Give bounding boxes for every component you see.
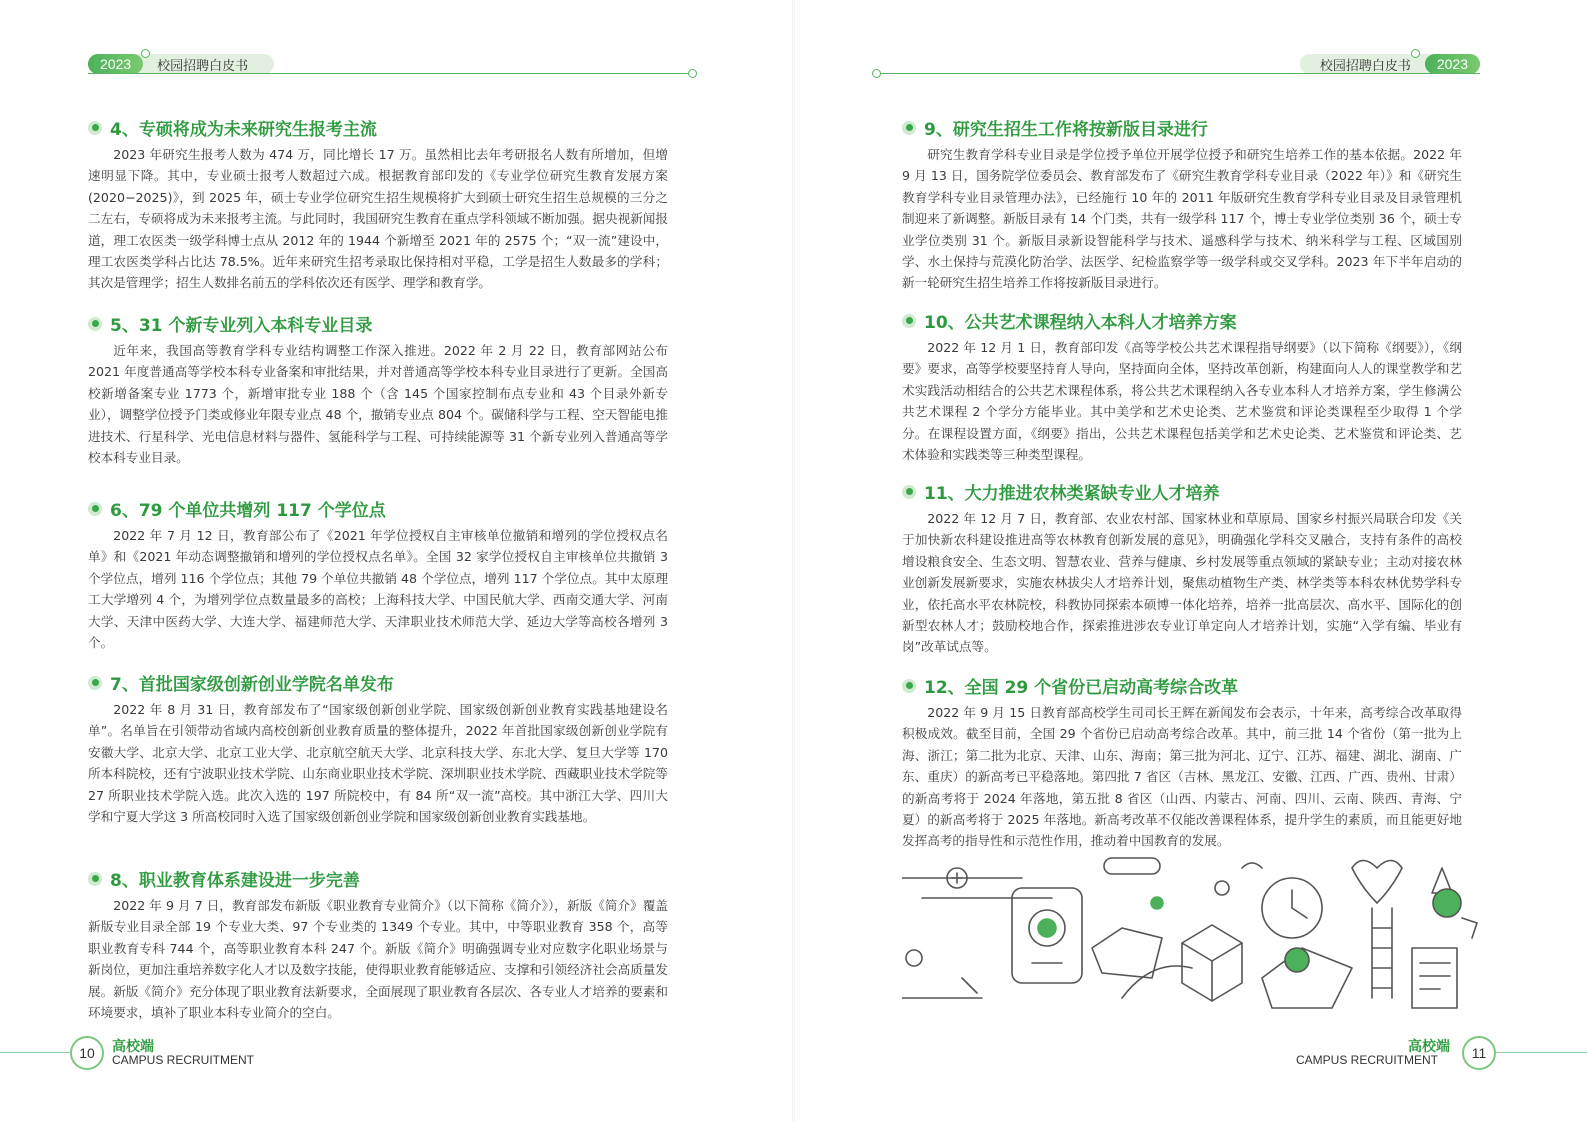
bullet-icon: [88, 502, 102, 516]
footer-cn: 高校端: [1408, 1039, 1450, 1055]
footer-rule: [1494, 1052, 1587, 1053]
header-title: 校园招聘白皮书: [1319, 58, 1411, 74]
page-number: 11: [1462, 1036, 1496, 1070]
section-body: 2022 年 9 月 15 日教育部高校学生司司长王辉在新闻发布会表示，十年来，高考综合改革取得积极成效。截至目前，全国 29 个省份已启动高考综合改革。其中，前三批 14 个省份（第一批为上海、浙江；第二批为北京、天津、山东、海南；第三批为河北、辽宁、江苏、福建、湖北、湖南、广东、重庆）的新高考已平稳落地。第四批 7 省区（吉林、黑龙江、安徽、江西、广西、贵州、甘肃）的新高考将于 2024 年落地，第五批 8 省区（山西、内蒙古、河南、四川、云南、陕西、青海、宁夏）的新高考将于 2025 年落地。新高考改革不仅能改善课程体系，提升学生的素质，而且能更好地发挥高考的指导性和示范性作用，推动着中国教育的发展。: [902, 705, 1462, 849]
left-page: [0, 0, 793, 1122]
pointing-hand-icon: [1092, 928, 1162, 978]
bullet-icon: [902, 314, 916, 328]
header-rule: [88, 73, 690, 74]
section-title: 9、研究生招生工作将按新版目录进行: [924, 120, 1208, 140]
section-5: [88, 311, 668, 468]
section-body: 2022 年 7 月 12 日，教育部公布了《2021 年学位授权自主审核单位撤销和增列的学位授权点名单》和《2021 年动态调整撤销和增列的学位授权点名单》。全国 32 家学位授权自主审核单位共撤销 3 个学位点，增列 116 个学位点；其他 79 个单位共撤销 48 个学位点，增列 117 个学位点。其中太原理工大学增列 4 个，为增列学位点数量最多的高校；上海科技大学、中国民航大学、西南交通大学、河南大学、天津中医药大学、大连大学、福建师范大学、天津职业技术师范大学、延边大学等高校各增列 3 个。: [88, 528, 668, 651]
bullet-icon: [88, 121, 102, 135]
document-icon: [1412, 948, 1457, 1008]
section-body: 研究生教育学科专业目录是学位授予单位开展学位授予和研究生培养工作的基本依据。2022 年 9 月 13 日，国务院学位委员会、教育部发布了《研究生教育学科专业目录（2022 年）》和《研究生教育学科专业目录管理办法》，已经施行 10 年的 2011 年版研究生教育学科专业目录及目录管理机制迎来了新调整。新版目录有 14 个门类，共有一级学科 117 个，博士专业学位类别 36 个，硕士专业学位类别 31 个。新版目录新设智能科学与技术、遥感科学与技术、纳米科学与工程、区域国别学、水土保持与荒漠化防治学、法医学、纪检监察学等一级学科或交叉学科。2023 年下半年启动的新一轮研究生招生培养工作将按新版目录进行。: [902, 147, 1462, 291]
flask-icon: [1433, 889, 1461, 917]
section-8: [88, 866, 668, 1023]
right-page: [794, 0, 1587, 1122]
section-title: 4、专硕将成为未来研究生报考主流: [110, 120, 377, 140]
cloud-icon: [1104, 858, 1160, 874]
header-bar: [1300, 54, 1480, 74]
heart-icon: [1352, 861, 1402, 904]
bullet-icon: [88, 317, 102, 331]
section-7: [88, 670, 668, 827]
section-body: 2022 年 8 月 31 日，教育部发布了“国家级创新创业学院、国家级创新创业教育实践基地建设名单”。名单旨在引领带动省域内高校创新创业教育质量的整体提升，2022 年首批国家级创新创业学院有安徽大学、北京大学、北京工业大学、北京航空航天大学、北京科技大学、东北大学、复旦大学等 170 所本科院校，还有宁波职业技术学院、山东商业职业技术学院、深圳职业技术学院、西藏职业技术学院等 27 所职业技术学院入选。此次入选的 197 所院校中，有 84 所“双一流”高校。其中浙江大学、四川大学和宁夏大学这 3 所高校同时入选了国家级创新创业学院和国家级创新创业教育实践基地。: [88, 702, 668, 825]
header-year: 2023: [1425, 54, 1480, 74]
section-11: [902, 479, 1462, 658]
section-title: 8、职业教育体系建设进一步完善: [110, 871, 360, 891]
header-title: 校园招聘白皮书: [157, 58, 249, 74]
ladder-icon: [1372, 908, 1392, 998]
section-body: 2022 年 12 月 1 日，教育部印发《高等学校公共艺术课程指导纲要》（以下简称《纲要》），《纲要》要求，高等学校要坚持育人导向，坚持面向全体，坚持改革创新，构建面向人人的课堂教学和艺术实践活动相结合的公共艺术课程体系，将公共艺术课程纳入各专业本科人才培养方案，学生修满公共艺术课程 2 个学分方能毕业。其中美学和艺术史论类、艺术鉴赏和评论类课程至少取得 1 个学分。在课程设置方面，《纲要》指出，公共艺术课程包括美学和艺术史论类、艺术鉴赏和评论类、艺术体验和实践类等三种类型课程。: [902, 340, 1462, 463]
section-title: 6、79 个单位共增列 117 个学位点: [110, 501, 386, 521]
bullet-icon: [902, 121, 916, 135]
header-year: 2023: [88, 54, 143, 74]
bullet-icon: [902, 485, 916, 499]
header-dot: [1411, 49, 1420, 58]
section-6: [88, 496, 668, 653]
header-dot: [688, 69, 697, 78]
section-12: [902, 673, 1462, 852]
header-bar: [88, 54, 274, 74]
section-9: [902, 115, 1462, 294]
section-title: 7、首批国家级创新创业学院名单发布: [110, 675, 394, 695]
footer-en: CAMPUS RECRUITMENT: [112, 1053, 255, 1067]
section-title: 10、公共艺术课程纳入本科人才培养方案: [924, 313, 1237, 333]
header-rule: [878, 73, 1480, 74]
education-illustration: [902, 848, 1482, 1018]
header-dot: [872, 69, 881, 78]
section-body: 2022 年 12 月 7 日，教育部、农业农村部、国家林业和草原局、国家乡村振兴局联合印发《关于加快新农科建设推进高等农林教育创新发展的意见》，明确强化学科交叉融合，支持有条件的高校增设粮食安全、生态文明、智慧农业、营养与健康、乡村发展等重点领域的紧缺专业；主动对接农林业创新发展新要求，实施农林拔尖人才培养计划，聚焦动植物生产类、林学类等本科农林优势学科专业，依托高水平农林院校，科教协同探索本硕博一体化培养，培养一批高层次、高水平、国际化的创新型农林人才；鼓励校地合作，探索推进涉农专业订单定向人才培养计划，实施“入学有编、毕业有岗”改革试点等。: [902, 511, 1462, 655]
footer-cn: 高校端: [112, 1039, 154, 1055]
section-body: 2022 年 9 月 7 日，教育部发布新版《职业教育专业简介》（以下简称《简介》），新版《简介》覆盖新版专业目录全部 19 个专业大类、97 个专业类的 1349 个专业。其中，中等职业教育 358 个，高等职业教育专科 744 个，高等职业教育本科 247 个。新版《简介》明确强调专业对应数字化职业场景与新岗位，更加注重培养数字化人才以及数字技能，使得职业教育能够适应、支撑和引领经济社会高质量发展。新版《简介》充分体现了职业教育法新要求，全面展现了职业教育各层次、各专业人才培养的要素和环境要求，填补了职业本科专业简介的空白。: [88, 898, 668, 1021]
section-title: 12、全国 29 个省份已启动高考综合改革: [924, 678, 1239, 698]
section-body: 2023 年研究生报考人数为 474 万，同比增长 17 万。虽然相比去年考研报名人数有所增加，但增速明显下降。其中，专业硕士报考人数超过六成。根据教育部印发的《专业学位研究生教育发展方案 (2020−2025)》，到 2025 年，硕士专业学位研究生招生规模将扩大到硕士研究生招生总规模的三分之二左右，专硕将成为未来报考主流。与此同时，我国研究生教育在重点学科领域不断加强。据央视新闻报道，理工农医类一级学科博士点从 2012 年的 1944 个新增至 2021 年的 2575 个；“双一流”建设中，理工农医类学科占比达 78.5%。近年来研究生招考录取比保持相对平稳，工学是招生人数最多的学科；其次是管理学；招生人数排名前五的学科依次还有医学、理学和教育学。: [88, 147, 668, 291]
section-body: 近年来，我国高等教育学科专业结构调整工作深入推进。2022 年 2 月 22 日，教育部网站公布 2021 年度普通高等学校本科专业备案和审批结果，并对普通高等学校本科专业目录进行了更新。全国高校新增备案专业 1773 个，新增审批专业 188 个（含 145 个国家控制布点专业和 43 个目录外新专业），调整学位授予门类或修业年限专业点 48 个，撤销专业点 804 个。碳储科学与工程、空天智能电推进技术、行星科学、光电信息材料与器件、氢能科学与工程、可持续能源等 31 个新专业列入普通高等学校本科专业目录。: [88, 343, 668, 466]
page-number: 10: [70, 1036, 104, 1070]
header-dot: [141, 49, 150, 58]
footer-en: CAMPUS RECRUITMENT: [1296, 1053, 1439, 1067]
bullet-icon: [88, 676, 102, 690]
footer-rule: [0, 1052, 70, 1053]
section-title: 11、大力推进农林类紧缺专业人才培养: [924, 484, 1220, 504]
bullet-icon: [902, 679, 916, 693]
bullet-icon: [88, 872, 102, 886]
section-title: 5、31 个新专业列入本科专业目录: [110, 316, 373, 336]
section-10: [902, 308, 1462, 465]
section-4: [88, 115, 668, 294]
